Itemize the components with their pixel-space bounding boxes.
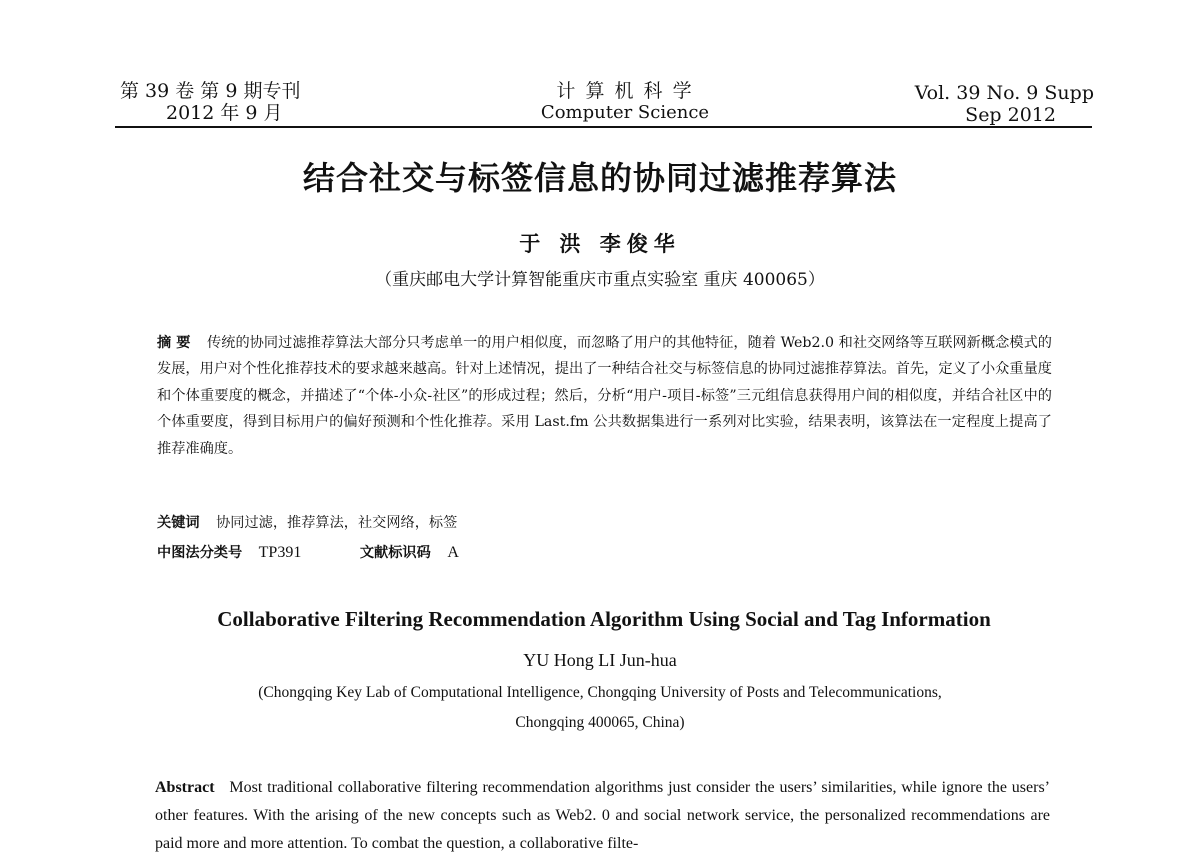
clc-value: TP391 xyxy=(258,544,302,561)
journal-name-cn: 计 算 机 科 学 xyxy=(556,80,694,102)
doc-code-label: 文献标识码 xyxy=(359,545,431,561)
abstract-cn xyxy=(157,330,1052,462)
authors-cn: 于 洪 李俊华 xyxy=(519,232,681,256)
classification-row xyxy=(157,542,459,562)
abstract-text-cn: 传统的协同过滤推荐算法大部分只考虑单一的用户相似度，而忽略了用户的其他特征，随着 Web2.0 和社交网络等互联网新概念模式的发展，用户对个性化推荐技术的要求越来越高。针对上述情况，提出了一种结合社交与标签信息的协同过滤推荐算法。首先，定义了小众重量度和个体重要度的概念，并描述了“个体-小众-社区”的形成过程；然后，分析“用户-项目-标签”三元组信息获得用户间的相似度，并结合社区中的个体重要度，得到目标用户的偏好预测和个性化推荐。采用 Last.fm 公共数据集进行一系列对比实验，结果表明，该算法在一定程度上提高了推荐准确度。 xyxy=(157,335,1052,457)
journal-date-en: Sep 2012 xyxy=(965,104,1056,126)
doc-code-value: A xyxy=(447,544,459,561)
header-rule xyxy=(115,126,1092,128)
keywords-value-cn: 协同过滤，推荐算法，社交网络，标签 xyxy=(216,515,458,531)
affiliation-en-line1: (Chongqing Key Lab of Computational Intelligence, Chongqing University of Posts and Telecommunications, xyxy=(258,684,942,701)
clc-label: 中图法分类号 xyxy=(157,545,243,561)
affiliation-cn: （重庆邮电大学计算智能重庆市重点实验室 重庆 400065） xyxy=(375,270,825,290)
abstract-label-en: Abstract xyxy=(155,779,215,796)
affiliation-en-line2: Chongqing 400065, China) xyxy=(515,714,685,731)
abstract-label-cn: 摘 要 xyxy=(157,335,191,351)
keywords-label-cn: 关键词 xyxy=(157,515,200,531)
authors-en: YU Hong LI Jun-hua xyxy=(523,650,677,670)
journal-name-en: Computer Science xyxy=(540,102,710,123)
paper-title-en: Collaborative Filtering Recommendation Algorithm Using Social and Tag Information xyxy=(217,607,991,631)
abstract-en xyxy=(155,774,1050,858)
paper-title-cn: 结合社交与标签信息的协同过滤推荐算法 xyxy=(302,159,897,197)
keywords-cn xyxy=(157,512,457,532)
journal-volume-en: Vol. 39 No. 9 Supp xyxy=(914,82,1094,104)
abstract-text-en: Most traditional collaborative filtering recommendation algorithms just consider the users’ similarities, while ignore the users’ other features. With the arising of the new concepts such as Web2. 0 and social network service, the personalized recommendations are paid more and more attention. To combat the question, a collaborative filte- xyxy=(155,779,1050,852)
journal-volume-issue: 第 39 卷 第 9 期专刊 xyxy=(120,80,301,102)
journal-date-cn: 2012 年 9 月 xyxy=(166,102,283,124)
